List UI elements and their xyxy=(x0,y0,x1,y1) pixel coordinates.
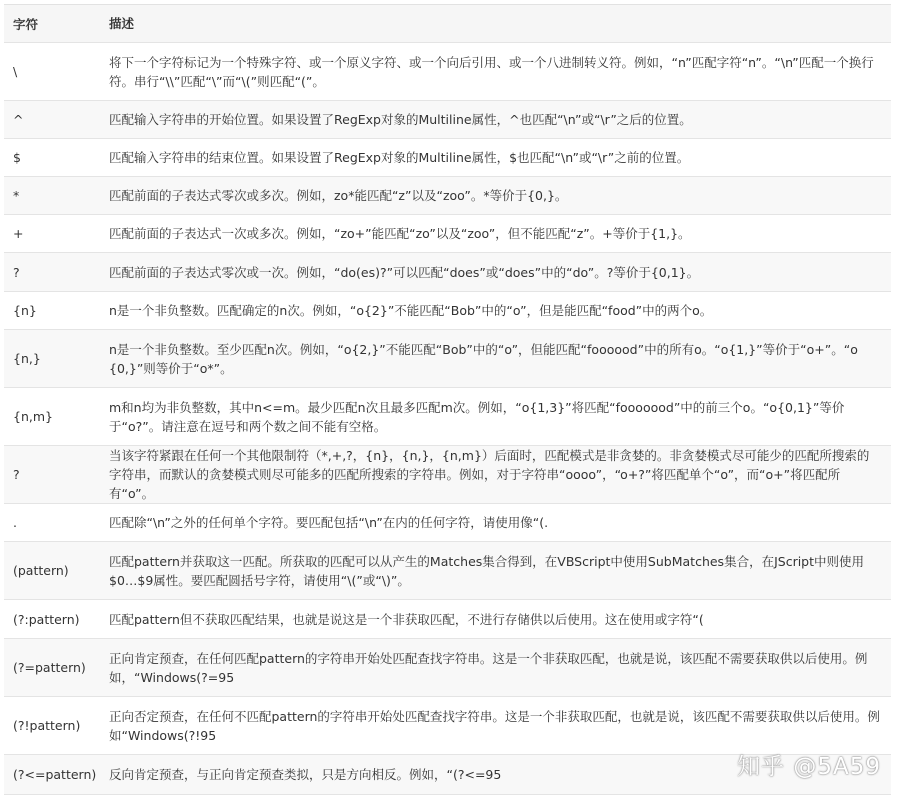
cell-char: ? xyxy=(13,264,20,280)
cell-desc: 匹配除“\n”之外的任何单个字符。要匹配包括“\n”在内的任何字符，请使用像“(. xyxy=(109,515,549,530)
table-row xyxy=(4,292,891,330)
cell-desc: 匹配前面的子表达式一次或多次。例如，“zo+”能匹配“zo”以及“zoo”，但不能匹配“z”。+等价于{1,}。 xyxy=(109,226,691,241)
cell-desc: 匹配前面的子表达式零次或一次。例如，“do(es)?”可以匹配“does”或“does”中的“do”。?等价于{0,1}。 xyxy=(109,264,700,280)
cell-desc: 正向肯定预查，在任何匹配pattern的字符串开始处匹配查找字符串。这是一个非获取匹配，也就是说，该匹配不需要获取供以后使用。例如，“Windows(?=95 xyxy=(109,650,868,685)
cell-desc: 将下一个字符标记为一个特殊字符、或一个原义字符、或一个向后引用、或一个八进制转义符。例如，“n”匹配字符“n”。“\n”匹配一个换行符。串行“\\”匹配“\”而“\(”则匹配“(”。 xyxy=(109,54,874,89)
cell-desc: 匹配输入字符串的结束位置。如果设置了RegExp对象的Multiline属性，$也匹配“\n”或“\r”之前的位置。 xyxy=(109,150,690,165)
table-row xyxy=(4,177,891,215)
cell-char: {n} xyxy=(13,303,37,318)
cell-desc: m和n均为非负整数，其中n<=m。最少匹配n次且最多匹配m次。例如，“o{1,3}”将匹配“fooooood”中的前三个o。“o{0,1}”等价于“o?”。请注意在逗号和两个数之间不能有空格。 xyxy=(109,399,845,434)
header-char: 字符 xyxy=(13,16,39,32)
table-row xyxy=(4,388,891,446)
cell-char: (pattern) xyxy=(13,563,69,578)
cell-char: . xyxy=(13,515,17,530)
table-row xyxy=(4,504,891,542)
cell-char: ^ xyxy=(13,112,24,127)
cell-char: (?:pattern) xyxy=(13,611,80,627)
watermark: 知乎 @5A59 xyxy=(737,754,881,780)
header-desc: 描述 xyxy=(109,16,135,31)
cell-char: {n,m} xyxy=(13,409,53,424)
table-row xyxy=(4,101,891,139)
table-row xyxy=(4,215,891,253)
cell-desc: 匹配pattern但不获取匹配结果，也就是说这是一个非获取匹配，不进行存储供以后使用。这在使用或字符“( xyxy=(109,611,704,627)
cell-char: \ xyxy=(13,64,18,79)
cell-char: (?=pattern) xyxy=(13,660,86,675)
cell-char: ? xyxy=(13,467,20,482)
table-row xyxy=(4,697,891,755)
table-header xyxy=(4,5,891,43)
cell-desc: 反向肯定预查，与正向肯定预查类拟，只是方向相反。例如，“(?<=95 xyxy=(109,767,502,782)
table-row xyxy=(4,542,891,600)
table-row xyxy=(4,446,891,504)
table-row xyxy=(4,600,891,639)
table-row xyxy=(4,139,891,177)
regex-table xyxy=(4,4,891,795)
cell-char: + xyxy=(13,226,24,241)
cell-desc: 匹配输入字符串的开始位置。如果设置了RegExp对象的Multiline属性，^也匹配“\n”或“\r”之后的位置。 xyxy=(109,112,692,127)
cell-desc: 匹配pattern并获取这一匹配。所获取的匹配可以从产生的Matches集合得到，在VBScript中使用SubMatches集合，在JScript中则使用$0…$9属性。要匹配圆括号字符，请使用“\(”或“\)”。 xyxy=(109,553,865,588)
cell-desc: n是一个非负整数。匹配确定的n次。例如，“o{2}”不能匹配“Bob”中的“o”，但是能匹配“food”中的两个o。 xyxy=(109,303,713,318)
cell-char: * xyxy=(13,188,20,203)
cell-desc: 正向否定预查，在任何不匹配pattern的字符串开始处匹配查找字符串。这是一个非获取匹配，也就是说，该匹配不需要获取供以后使用。例如“Windows(?!95 xyxy=(109,708,880,743)
table-row xyxy=(4,330,891,388)
cell-desc: 匹配前面的子表达式零次或多次。例如，zo*能匹配“z”以及“zoo”。*等价于{0,}。 xyxy=(109,188,568,203)
table-row xyxy=(4,253,891,292)
cell-char: $ xyxy=(13,150,21,165)
cell-char: (?!pattern) xyxy=(13,718,81,733)
cell-desc: 当该字符紧跟在任何一个其他限制符（*,+,?，{n}，{n,}，{n,m}）后面时，匹配模式是非贪婪的。非贪婪模式尽可能少的匹配所搜索的字符串，而默认的贪婪模式则尽可能多的匹配所搜索的字符串。例如，对于字符串“oooo”，“o+?”将匹配单个“o”，而“o+”将匹配所有“o”。 xyxy=(109,448,870,501)
cell-char: (?<=pattern) xyxy=(13,767,97,782)
table-row xyxy=(4,43,891,101)
cell-char: {n,} xyxy=(13,351,41,366)
cell-desc: n是一个非负整数。至少匹配n次。例如，“o{2,}”不能匹配“Bob”中的“o”，但能匹配“foooood”中的所有o。“o{1,}”等价于“o+”。“o{0,}”则等价于“o*”。 xyxy=(109,341,858,376)
table-row xyxy=(4,639,891,697)
